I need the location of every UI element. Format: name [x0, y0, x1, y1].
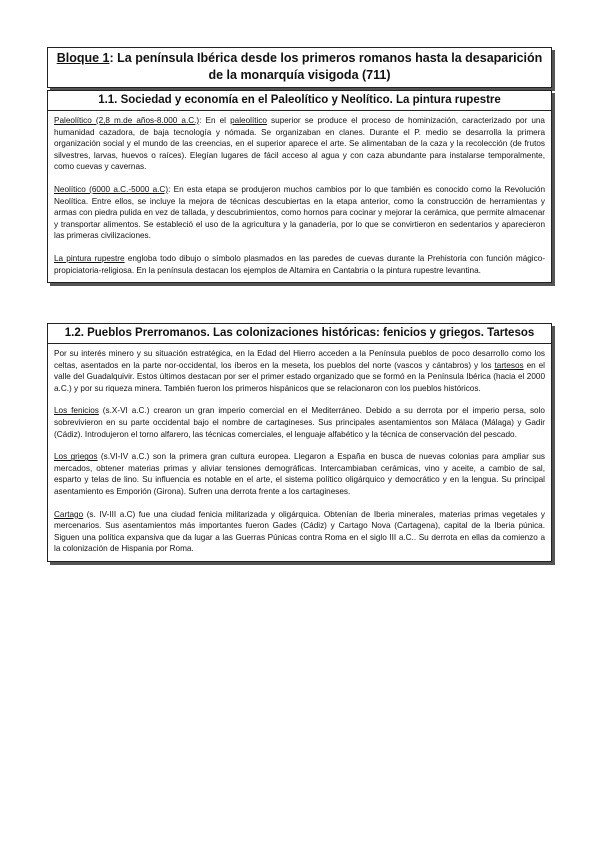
term-cartago: Cartago [54, 509, 84, 519]
paragraph-text: (s.VI-IV a.C.) son la primera gran cultura europea. Llegaron a España en busca de nuevas colonias para ampliar sus mercados, obtener materias primas y aliviar tensiones demográficas. Intercambiaban cerámicas, vino y aceite, a cambio de sal, esparto y telas de lino. Su influencia es notable en el arte, el sistema político oligárquico y democrático y en la lengua. Su principal asentamiento es Emporión (Girona). Sufren una derrota frente a los cartagineses. [54, 452, 545, 496]
paragraph-text: en el valle del Guadalquivir. Estos últimos destacan por ser el primer estado organizado que se formó en la Península Ibérica (hacia el 2000 a.C.) y por su riqueza minera. También fueron los primeros hispánicos que se relacionaron con los pueblos históricos. [54, 360, 545, 393]
paragraph-griegos [54, 451, 545, 497]
term-neolitico: Neolítico (6000 a.C.-5000 a.C) [54, 184, 169, 194]
block-title [47, 47, 552, 88]
term-pintura-rupestre: La pintura rupestre [54, 253, 125, 263]
paragraph-text: superior se produce el proceso de hominización, caracterizado por una humanidad cazadora, de baja tecnología y nómada. Se organizaban en clanes. Durante el P. medio se desarrolla la primera organización social y el mundo de las creencias, en el superior aparece el arte. Se alimentaban de la caza y la recolección (de frutos silvestres, larvas, huevos o raíces). Elegían lugares de fácil acceso al agua y con caza abundante para instalarse temporalmente, como cuevas y cavernas. [54, 116, 545, 172]
paragraph-pintura-rupestre [54, 253, 545, 276]
section-body [48, 111, 551, 282]
section-body [48, 344, 551, 561]
section-heading: 1.2. Pueblos Prerromanos. Las colonizaciones históricas: fenicios y griegos. Tartesos [48, 324, 551, 344]
paragraph-text: : En esta etapa se produjeron muchos cambios por lo que también es conocido como la Revolución Neolítica. Entre ellos, se incluye la mejora de técnicas descubiertas en la etapa anterior, como la construcción de herramientas y armas con piedra pulida en vez de tallada, y descubrimientos, como hornos para cocinar y mejorar la cerámica, que permite almacenar y transportar alimentos. Se estableció el uso de la agricultura y la ganadería, por lo que se convirtieron en sedentarios y aparecieron las primeras civilizaciones. [54, 184, 546, 241]
paragraph-text: (s.X-VI a.C.) crearon un gran imperio comercial en el Mediterráneo. Debido a su derrota por el imperio persa, solo sobrevivieron en su parte occidental bajo el nombre de cartagineses. Sus principales asentamientos son Málaca (Málaga) y Gadir (Cádiz). Introdujeron el torno alfarero, las técnicas comerciales, el lenguaje alfabético y la técnica de conservación del pescado. [54, 406, 545, 439]
term-paleolitico: Paleolítico (2,8 m.de años-8.000 a.C.) [54, 116, 200, 125]
paragraph-pueblos [54, 348, 545, 394]
section-paleolitico-neolitico [47, 90, 552, 283]
term-fenicios: Los fenicios [54, 406, 99, 416]
section-heading: 1.1. Sociedad y economía en el Paleolítico y Neolítico. La pintura rupestre [48, 91, 551, 111]
paragraph-cartago [54, 509, 545, 555]
term-tartesos: tartesos [494, 360, 524, 370]
section-pueblos-prerromanos [47, 323, 552, 562]
paragraph-paleolitico [54, 115, 545, 173]
block-title-text: : La península Ibérica desde los primeros romanos hasta la desaparición de la monarquía visigoda (711) [109, 51, 543, 82]
paragraph-text: (s. IV-III a.C) fue una ciudad fenicia militarizada y oligárquica. Obtenían de Iberia minerales, materias primas vegetales y mercenarios. Sus asentamientos más importantes fueron Gades (Cádiz) y Cartago Nova (Cartagena), capital de la Iberia púnica. Siguen una política expansiva que da lugar a las Guerras Púnicas contra Roma en el siglo III a.C.. Su derrota en ellas da comienzo a la colonización de Hispania por Roma. [54, 509, 545, 554]
term-griegos: Los griegos [54, 452, 98, 462]
paragraph-text: : En el [199, 116, 231, 125]
paragraph-text: engloba todo dibujo o símbolo plasmados en las paredes de cuevas durante la Prehistoria con función mágico-propiciatoria-religiosa. En la península destacan los ejemplos de Altamira en Cantabria o la pintura rupestre levantina. [54, 253, 545, 275]
paragraph-text: Por su interés minero y su situación estratégica, en la Edad del Hierro acceden a la Península pueblos de poco desarrollo como los celtas, asentados en la parte nor-occidental, los íberos en la meseta, los pueblos del norte (vascos y cántabros) y los [54, 349, 545, 370]
term-paleolitico-inline: paleolítico [230, 116, 267, 125]
paragraph-fenicios [54, 405, 545, 440]
block-title-prefix: Bloque 1 [56, 51, 110, 65]
paragraph-neolitico [54, 184, 545, 242]
